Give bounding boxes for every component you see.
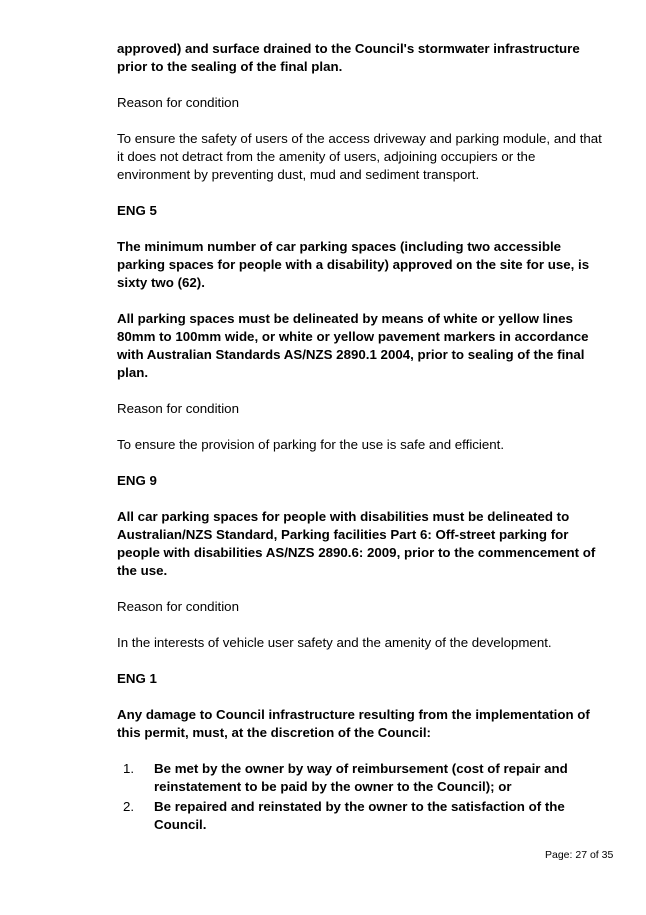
list-item-number: 1. xyxy=(123,761,135,776)
list-item xyxy=(117,798,607,834)
paragraph-reason-parking: To ensure the provision of parking for the use is safe and efficient. xyxy=(117,437,505,452)
condition-heading-eng5: ENG 5 xyxy=(117,203,157,218)
reason-heading: Reason for condition xyxy=(117,401,239,416)
damage-options-list xyxy=(117,760,607,834)
list-item-text: Be met by the owner by way of reimbursement (cost of repair and reinstatement to be paid by the owner to the Council); or xyxy=(154,761,568,794)
paragraph-parking-delineation: All parking spaces must be delineated by means of white or yellow lines 80mm to 100mm wide, or white or yellow pavement markers in accordance with Australian Standards AS/NZS 2890.1 2004, prior to sealing of the final plan. xyxy=(117,311,589,380)
paragraph-stormwater-continuation: approved) and surface drained to the Council's stormwater infrastructure prior to the sealing of the final plan. xyxy=(117,41,580,74)
reason-heading: Reason for condition xyxy=(117,599,239,614)
paragraph-infrastructure-damage: Any damage to Council infrastructure resulting from the implementation of this permit, must, at the discretion of the Council: xyxy=(117,707,590,740)
paragraph-reason-safety: To ensure the safety of users of the access driveway and parking module, and that it does not detract from the amenity of users, adjoining occupiers or the environment by preventing dust, mud and sediment transport. xyxy=(117,131,602,182)
paragraph-minimum-parking: The minimum number of car parking spaces (including two accessible parking spaces for people with a disability) approved on the site for use, is sixty two (62). xyxy=(117,239,590,290)
condition-heading-eng1: ENG 1 xyxy=(117,671,157,686)
page-number-footer: Page: 27 of 35 xyxy=(545,849,614,861)
list-item xyxy=(117,760,607,796)
paragraph-reason-vehicle-safety: In the interests of vehicle user safety and the amenity of the development. xyxy=(117,635,552,650)
reason-heading: Reason for condition xyxy=(117,95,239,110)
condition-heading-eng9: ENG 9 xyxy=(117,473,157,488)
paragraph-disability-parking: All car parking spaces for people with disabilities must be delineated to Australian/NZS Standard, Parking facilities Part 6: Off-street parking for people with disabilities AS/NZS 2890.6: 2009, prior to the commencement of the use. xyxy=(117,509,596,578)
document-page xyxy=(117,40,607,834)
list-item-text: Be repaired and reinstated by the owner to the satisfaction of the Council. xyxy=(154,799,565,832)
list-item-number: 2. xyxy=(123,799,135,814)
